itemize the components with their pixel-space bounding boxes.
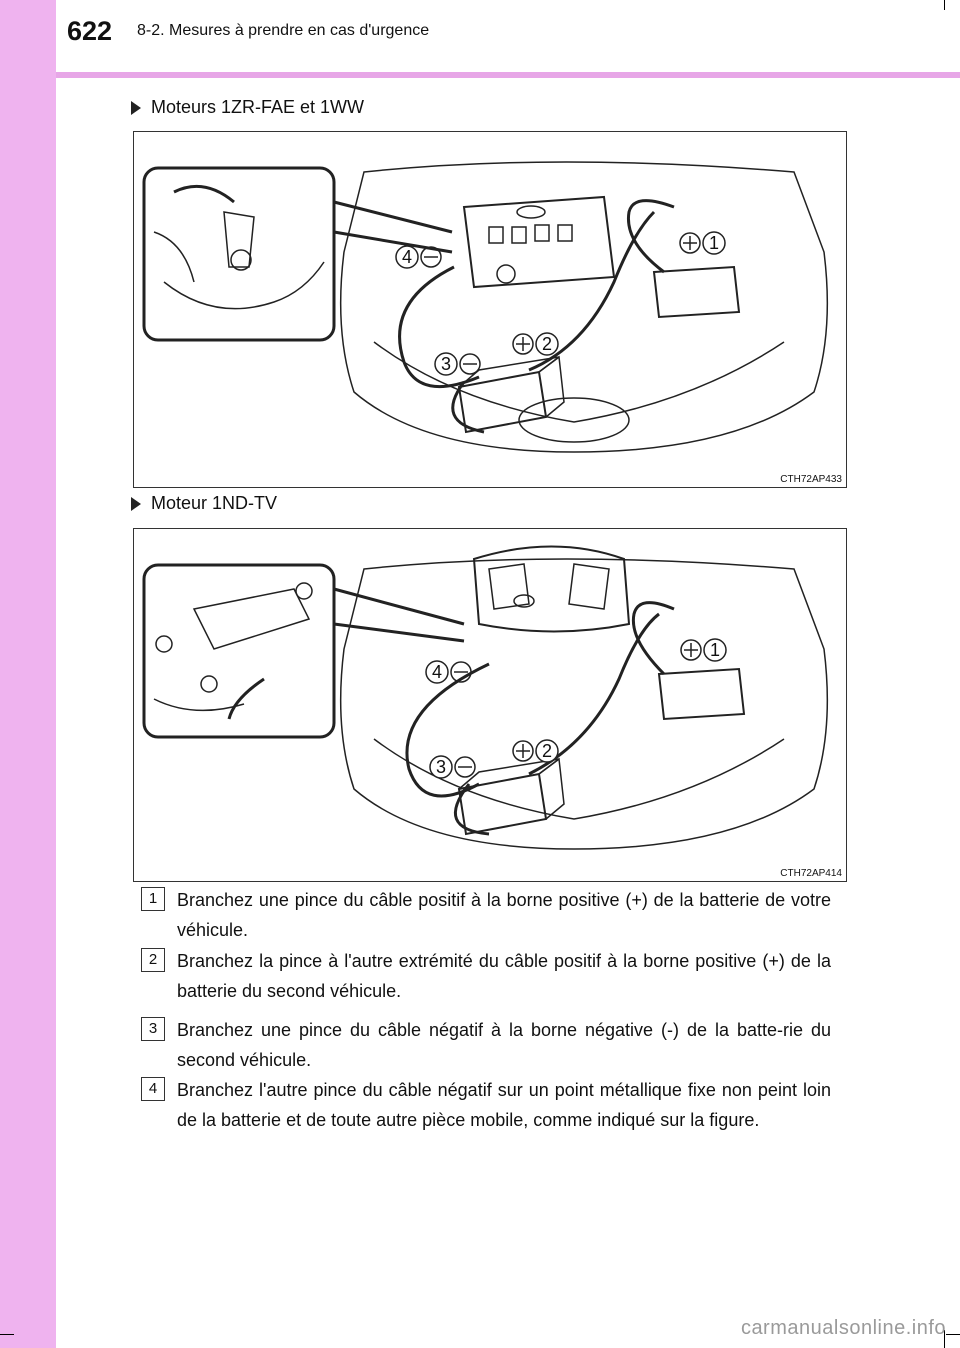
callout-label-3: 3 — [435, 757, 447, 777]
section-heading-1zr — [131, 97, 364, 118]
callout-label-4: 4 — [401, 247, 413, 267]
step-2 — [141, 946, 831, 1006]
section-heading-1nd — [131, 493, 277, 514]
section-heading-text: Moteurs 1ZR-FAE et 1WW — [151, 97, 365, 117]
chapter-title: 8-2. Mesures à prendre en cas d'urgence — [137, 22, 430, 39]
section-heading-text: Moteur 1ND-TV — [151, 493, 278, 513]
watermark: carmanualsonline.info — [740, 1317, 946, 1339]
callout-label-1: 1 — [708, 233, 720, 253]
bullet-triangle-icon — [131, 101, 141, 115]
crop-mark — [0, 1334, 14, 1335]
step-number-badge: 4 — [141, 1077, 165, 1101]
chapter-side-tab — [0, 0, 56, 1348]
page-number: 622 — [67, 16, 113, 46]
step-text: Branchez l'autre pince du câble négatif sur un point métallique fixe non peint loin de la batterie et de toute autre pièce mobile, comme indiqué sur la figure. — [177, 1080, 831, 1130]
jump-start-diagram-1zr — [133, 131, 847, 488]
engine-bay-illustration — [134, 132, 846, 487]
figure-code: CTH72AP433 — [780, 474, 842, 485]
step-number-badge: 3 — [141, 1017, 165, 1041]
step-number-badge: 2 — [141, 948, 165, 972]
callout-label-2: 2 — [541, 334, 553, 354]
step-text: Branchez la pince à l'autre extrémité du câble positif à la borne positive (+) de la batterie du second véhicule. — [177, 951, 831, 1001]
header-rule — [56, 72, 960, 78]
step-4 — [141, 1075, 831, 1135]
step-text: Branchez une pince du câble négatif à la borne négative (-) de la batte-rie du second véhicule. — [177, 1020, 831, 1070]
bullet-triangle-icon — [131, 497, 141, 511]
step-3 — [141, 1015, 831, 1075]
crop-mark — [944, 0, 945, 10]
step-number-badge: 1 — [141, 887, 165, 911]
figure-code: CTH72AP414 — [780, 868, 842, 879]
engine-bay-illustration — [134, 529, 846, 881]
callout-label-2: 2 — [541, 741, 553, 761]
step-1 — [141, 885, 831, 945]
callout-label-3: 3 — [440, 354, 452, 374]
jump-start-diagram-1nd — [133, 528, 847, 882]
callout-label-1: 1 — [709, 640, 721, 660]
callout-label-4: 4 — [431, 662, 443, 682]
step-text: Branchez une pince du câble positif à la borne positive (+) de la batterie de votre véhicule. — [177, 890, 831, 940]
crop-mark — [946, 1334, 960, 1335]
